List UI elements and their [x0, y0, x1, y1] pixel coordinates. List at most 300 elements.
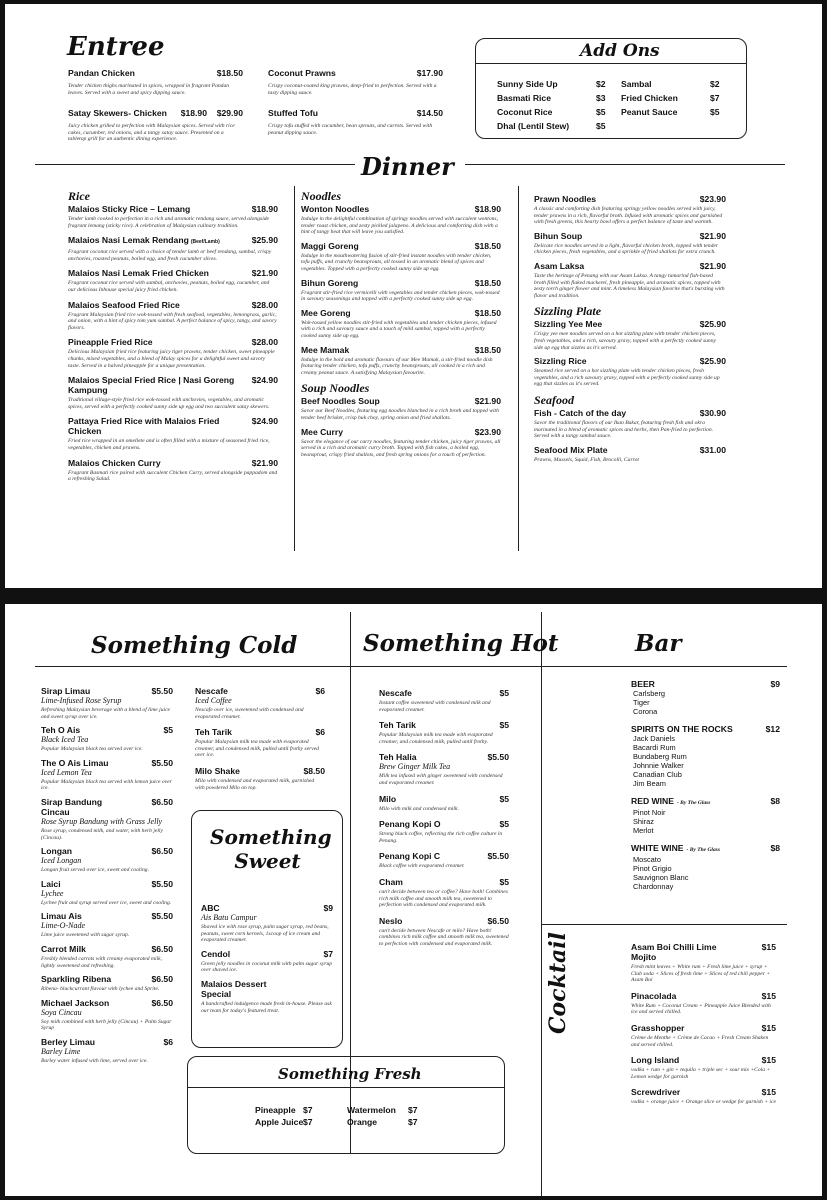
item-subtitle: Barley Lime: [41, 1046, 81, 1056]
item-price: $5: [499, 793, 509, 804]
soup-heading: Soup Noodles: [301, 381, 370, 396]
item-name: Malaios Special Fried Rice | Nasi Goreng Kampung: [68, 375, 235, 396]
addon-price: $5: [710, 107, 720, 117]
item-description: Popular Malaysian milk tea made with evaporated creamer, and condensed milk, pulled until frothy.: [379, 732, 493, 745]
item-description: Lychee fruit and syrup served over ice, sweet and cooling.: [41, 899, 172, 906]
menu-item: [534, 445, 726, 464]
item-description: Popular Malaysian black tea served with lemon juice over ice.: [41, 778, 172, 792]
rice-list: [68, 204, 278, 483]
item-name: Pineapple Fried Rice: [68, 337, 153, 348]
item-description: A handcrafted indulgence made fresh in-house. Please ask our team for today's featured treat.: [201, 1000, 332, 1014]
cold-list-a: [41, 686, 173, 1070]
fresh-list: [255, 1105, 455, 1137]
bar-item: Tiger: [633, 698, 650, 707]
bar-category: [631, 724, 780, 788]
item-name: Mee Goreng: [301, 307, 351, 318]
addon-name: Fried Chicken: [621, 93, 678, 103]
bar-category-name: WHITE WINE - By The Glass: [631, 843, 720, 853]
item-description: Milo with milk and condensed milk.: [379, 805, 459, 812]
item-name: Limau Ais: [41, 911, 82, 922]
sweet-list: [201, 903, 333, 1019]
cold-list-b: [195, 686, 325, 798]
addon-price: $7: [710, 93, 720, 103]
item-description: Ribena- blackcurrant flavour with lychee and Sprite.: [41, 986, 160, 993]
item-price: $8.50: [303, 765, 325, 776]
bar-item: Canadian Club: [633, 770, 682, 779]
addon-price: $5: [596, 121, 606, 131]
item-description: Lime juice sweetened with sugar syrup.: [41, 932, 130, 939]
item-description: Traditional village-style fried rice wok-tossed with anchovies, vegetables, and aromatic spices, served with a perfectly cooked sunny side up egg and two succulent satay skewers.: [68, 397, 270, 410]
item-name: Nescafe: [195, 686, 228, 696]
item-name: Satay Skewers- Chicken: [68, 108, 167, 118]
item-name: Milo Shake: [195, 765, 240, 776]
menu-item: [534, 194, 726, 226]
bar-item: Chardonnay: [633, 882, 674, 891]
item-price: $15: [761, 942, 776, 952]
menu-item: [534, 408, 726, 440]
item-name: Screwdriver: [631, 1087, 681, 1098]
menu-item: [68, 204, 278, 229]
menu-item: [68, 375, 278, 410]
item-price: $5: [499, 688, 509, 698]
item-name: Pandan Chicken: [68, 68, 135, 78]
item-name: Bihun Goreng: [301, 277, 359, 288]
item-price: $15: [761, 1022, 776, 1033]
bar-item: Pinot Noir: [633, 808, 666, 817]
item-price: $5: [163, 725, 173, 736]
menu-item: [631, 1023, 776, 1048]
item-description: Barley water infused with lime, served over ice.: [41, 1057, 148, 1064]
something-fresh-box: [187, 1056, 505, 1154]
menu-item: [41, 911, 173, 939]
menu-item: [379, 720, 509, 745]
entree-title: Entree: [67, 32, 165, 62]
item-name: Prawn Noodles: [534, 194, 597, 204]
entree-item: [68, 68, 243, 96]
item-description: Fragrant coconut rice served with sambal, anchovies, peanuts, boiled egg, cucumber, and our delicious Inhouse special juicy fried chicken.: [68, 280, 270, 293]
soup-list: [301, 396, 501, 458]
item-description: Crispy yee mee noodles served on a hot sizzling plate with tender chicken pieces, fresh vegetables, and a rich, savoury gravy, topped with a perfectly cooked sunny side up egg that sizzles as it's served.: [534, 331, 717, 351]
menu-item: [301, 396, 501, 421]
item-description: Tender chicken thighs marinated in spices, wrapped in fragrant Pandan leaves. Served with a sweet and spicy dipping sauce.: [68, 83, 230, 96]
item-price: $25.90: [699, 319, 726, 330]
item-tag: (Beef/Lamb): [190, 239, 220, 246]
bar-category: [631, 796, 780, 835]
item-price: $18.50: [474, 240, 501, 251]
item-price: $21.90: [251, 457, 278, 468]
bar-item: Jack Daniels: [633, 734, 675, 743]
menu-item: [379, 916, 509, 948]
bar-category-price: $8: [770, 796, 780, 806]
item-description: Popular Malaysian black tea served over ice.: [41, 746, 143, 753]
item-price: $6.50: [487, 915, 509, 926]
item-price: $5: [499, 876, 509, 887]
item-description: Freshly blended carrots with creamy evaporated milk, lightly sweetened and refreshing.: [41, 955, 163, 969]
bar-item: Bacardi Rum: [633, 743, 676, 752]
bar-category-price: $8: [770, 843, 780, 853]
fresh-price: $7: [303, 1105, 313, 1115]
item-price: $18.50: [474, 307, 501, 318]
item-subtitle: Ais Batu Campur: [201, 913, 257, 922]
item-description: A classic and comforting dish featuring springy yellow noodles served with juicy, tender prawns in a rich, flavorful broth. Infused with aromatic spices and garnished with fresh greens, this hearty bowl offers a perfect balance of taste and warmth.: [534, 206, 723, 226]
item-price: $28.00: [251, 337, 278, 348]
item-price: $21.90: [474, 396, 501, 407]
add-ons-title: Add Ons: [580, 41, 660, 61]
item-subtitle: Iced Longan: [41, 856, 82, 866]
item-description: Savor the elegance of our curry noodles, featuring tender chicken, juicy tiger prawns, all served in a rich and aromatic curry broth. Topped with fish cakes, a boiled egg, beansprout, crispy fried shallots, and fresh spring onions for a touch of perfection.: [301, 438, 501, 458]
item-description: Fragrant stir-fried rice vermicelli with vegetables and tender chicken pieces, wok-tossed in savoury seasonings and topped with a perfectly cooked sunny side up egg.: [301, 289, 500, 303]
item-name: Teh O Ais: [41, 725, 81, 736]
item-description: Rose syrup, condensed milk, and water, with herb jelly (Cincau).: [41, 827, 163, 841]
addon-name: Coconut Rice: [497, 107, 553, 117]
item-description: Crispy coconut-coated king prawns, deep-fried to perfection. Served with a tasty dipping sauce.: [268, 83, 437, 96]
item-price: $5: [499, 819, 509, 830]
menu-item: [379, 688, 509, 713]
menu-item: [301, 278, 501, 303]
item-name: Teh Halia: [379, 752, 417, 763]
item-name: Longan: [41, 846, 73, 857]
menu-item: [379, 819, 509, 844]
fresh-name: Pineapple: [255, 1105, 296, 1115]
item-description: Crispy tofu stuffed with cucumber, bean sprouts, and carrots. Served with peanut dipping sauce.: [268, 123, 433, 136]
item-name: Sirap Limau: [41, 686, 91, 696]
bar-category-name: SPIRITS ON THE ROCKS: [631, 724, 733, 734]
item-description: Savor our Beef Noodles, featuring egg noodles blanched in a rich broth and topped with tender beef brisket, crisp buk choy, spring onion and fried shallots.: [301, 408, 499, 421]
item-price: $24.90: [251, 416, 278, 427]
menu-item: [301, 204, 501, 236]
menu-item: [301, 308, 501, 340]
menu-item: [68, 235, 278, 262]
item-name: Beef Noodles Soup: [301, 396, 380, 407]
cocktail-title: Cocktail: [545, 932, 571, 1034]
item-description: Prawns, Mussels, Squid, Fish, Brocolli, Carrot: [534, 456, 639, 463]
item-price: $30.90: [699, 407, 726, 418]
item-name: Michael Jackson: [41, 997, 110, 1008]
item-name: Malaios Dessert Special: [201, 978, 267, 999]
item-subtitle: Lime-Infused Rose Syrup: [41, 696, 122, 705]
item-name: Sizzling Rice: [534, 356, 587, 367]
menu-item: [41, 846, 173, 874]
item-name: Malaios Nasi Lemak Rendang (Beef/Lamb): [68, 235, 220, 246]
fresh-price: $7: [303, 1117, 313, 1127]
menu-item: [201, 949, 333, 974]
bar-category-tag: - By The Glass: [686, 847, 720, 853]
bar-item: Shiraz: [633, 817, 654, 826]
item-name: Berley Limau: [41, 1036, 95, 1047]
something-sweet-title: Something Sweet: [210, 825, 332, 873]
bar-category-tag: - By The Glass: [676, 800, 711, 806]
item-name: Maggi Goreng: [301, 240, 359, 251]
fresh-price: $7: [408, 1117, 418, 1127]
item-price: $6: [315, 727, 325, 738]
item-price: $6.50: [151, 974, 173, 985]
item-price: $21.90: [699, 260, 726, 271]
item-name: Nescafe: [379, 688, 412, 698]
item-price: $25.90: [699, 356, 726, 367]
bar-item: Johnnie Walker: [633, 761, 684, 770]
item-name: Fish - Catch of the day: [534, 407, 627, 418]
item-name: Penang Kopi C: [379, 851, 441, 862]
menu-item: [68, 458, 278, 483]
item-subtitle: Lime-O-Nade: [41, 921, 85, 931]
item-description: White Rum + Coconut Cream + Pineapple Juice Blended with ice and served chilled.: [631, 1002, 771, 1016]
item-price: $15: [761, 990, 776, 1001]
item-name: Bihun Soup: [534, 230, 583, 241]
addon-name: Peanut Sauce: [621, 107, 678, 117]
bar-category: [631, 679, 780, 716]
item-price: $6.50: [151, 943, 173, 954]
bar-category-price: $9: [770, 679, 780, 689]
item-price: $18.50: [216, 68, 243, 78]
item-description: Fragrant Basmati rice paired with succulent Chicken Curry, served alongside pappadom and a refreshing Salad.: [68, 469, 278, 483]
item-price: $18.90: [251, 204, 278, 214]
item-subtitle: Iced Lemon Tea: [41, 767, 92, 777]
item-description: Soy milk combined with herb jelly (Cincau) + Palm Sugar Syrup: [41, 1018, 172, 1032]
item-price: $6.50: [151, 997, 173, 1008]
item-name: Malaios Seafood Fried Rice: [68, 299, 180, 310]
item-price: $25.90: [251, 235, 278, 246]
item-name: ABC: [201, 903, 220, 913]
item-name: Teh Tarik: [195, 727, 232, 738]
menu-item: [379, 752, 509, 786]
item-name: The O Ais Limau: [41, 757, 109, 768]
item-description: Green jelly noodles in coconut milk with palm sugar syrup over shaved ice.: [201, 960, 333, 974]
menu-item: [534, 231, 726, 256]
item-name: Cendol: [201, 948, 231, 959]
bar-item: Corona: [633, 707, 658, 716]
item-description: Tender lamb cooked to perfection in a rich and aromatic rendang sauce, served alongside fragrant lemang (sticky rice). A celebration of Malaysian culinary tradition.: [68, 216, 270, 229]
item-price: $31.00: [699, 444, 726, 455]
addon-name: Basmati Rice: [497, 93, 551, 103]
bar-item: Pinot Grigio: [633, 864, 672, 873]
item-description: Indulge in the bold and aromatic flavours of our Mee Mamak, a stir-fried noodle dish featuring tender chicken, tofu puffs, crunchy beansprouts, all cooked in a rich and creamy peanut sauce. A satisfying Malaysian favourite.: [301, 356, 493, 376]
item-subtitle: Black Iced Tea: [41, 735, 89, 745]
item-name: Stuffed Tofu: [268, 108, 318, 118]
sizzling-list: [534, 319, 726, 388]
addon-name: Sambal: [621, 79, 652, 89]
entree-item: [268, 108, 443, 136]
item-description: Indulge in the mouthwatering fusion of stir-fried instant noodles with tender chicken, tofu puffs, and crunchy beansprouts, all tossed in an aromatic blend of spices and vegetables. Topped with a perfectly cooked sunny side up egg.: [301, 252, 492, 272]
item-name: Malaios Nasi Lemak Fried Chicken: [68, 268, 209, 279]
cocktail-list: [631, 942, 776, 1113]
third-column: [534, 194, 726, 468]
menu-item: [301, 427, 501, 459]
item-subtitle: Iced Coffee: [195, 696, 232, 705]
menu-item: [41, 879, 173, 907]
item-description: vodka + rum + gin + tequila + triple sec + sour mix +Cola + Lemon wedge for garnish: [631, 1067, 771, 1080]
fresh-name: Orange: [347, 1117, 378, 1127]
bar-item: Sauvignon Blanc: [633, 873, 689, 882]
something-fresh-title: Something Fresh: [278, 1065, 422, 1083]
soups-list: [534, 194, 726, 299]
item-description: Refreshing Malaysian beverage with a blend of lime juice and sweet syrup over ice.: [41, 707, 171, 720]
something-sweet-box: [191, 810, 343, 1048]
item-name: Seafood Mix Plate: [534, 444, 608, 455]
item-price: $6: [315, 686, 325, 696]
item-description: Delicate rice noodles served in a light, flavorful chicken broth, topped with tender chicken pieces, fresh vegetables, and a sprinkle of fried shallots for extra crunch.: [534, 242, 719, 256]
entree-item: [68, 108, 243, 143]
bar-category: [631, 843, 780, 891]
item-description: Strong black coffee, reflecting the rich coffee culture in Penang.: [379, 831, 503, 844]
item-price: $24.90: [251, 375, 278, 386]
add-ons-list: [497, 79, 737, 137]
menu-item: [41, 797, 173, 841]
menu-item: [379, 877, 509, 909]
menu-item: [195, 766, 325, 791]
menu-item: [379, 851, 509, 870]
item-description: Milo with condensed and evaporated milk, garnished with powdered Milo on top.: [195, 777, 315, 791]
menu-item: [631, 1055, 776, 1080]
menu-item: [379, 794, 509, 813]
item-price: $5.50: [487, 752, 509, 763]
menu-item: [41, 974, 173, 993]
item-name: Cham: [379, 876, 403, 887]
item-price: $18.90: [474, 204, 501, 214]
item-price: $5.50: [151, 878, 173, 889]
bar-item: Moscato: [633, 855, 661, 864]
item-name: Teh Tarik: [379, 720, 416, 731]
item-price: $5.50: [151, 911, 173, 922]
item-name: Mee Mamak: [301, 344, 350, 355]
item-price: $15: [761, 1087, 776, 1098]
item-name: Pinacolada: [631, 990, 677, 1001]
bar-item: Merlot: [633, 826, 654, 835]
item-subtitle: Rose Syrup Bandung with Grass Jelly: [41, 816, 163, 826]
item-description: Fragrant Malaysian fried rice wok-tossed with fresh seafood, vegetables, lemongrass, garlic, and onion, with a hint of spicy tom yum sambal. A perfect balance of spicy, tangy, and savory flavors.: [68, 311, 277, 331]
item-description: Fragrant coconut rice served with a choice of tender lamb or beef rendang, sambal, crispy anchovies, roasted peanuts, boiled egg, and fresh cucumber slices.: [68, 249, 272, 262]
item-description: Shaved ice with rose syrup, palm sugar syrup, red beans, peanuts, sweet corn kernels, 1scoop of ice cream and evaporated creamer.: [201, 924, 329, 944]
item-price: $21.90: [699, 230, 726, 241]
menu-item: [68, 300, 278, 332]
item-name: Malaios Sticky Rice – Lemang: [68, 204, 191, 214]
fresh-name: Apple Juice: [255, 1117, 304, 1127]
item-description: Instant coffee sweetened with condensed milk and evaporated creamer.: [379, 700, 491, 713]
item-name: Milo: [379, 793, 397, 804]
something-hot-title: Something Hot: [363, 630, 559, 657]
item-price: $14.50: [416, 108, 443, 118]
item-description: Juicy chicken grilled to perfection with Malaysian spices. Served with rice cakes, cucumber, red onions, and a tangy satay sauce. Presented on a tabletop grill for an authentic dining experience.: [68, 123, 235, 143]
dinner-menu-page: [5, 4, 822, 588]
item-name: Mee Curry: [301, 426, 344, 437]
menu-item: [631, 942, 776, 984]
menu-item: [201, 903, 333, 944]
fresh-name: Watermelon: [347, 1105, 396, 1115]
item-name: Wonton Noodles: [301, 204, 370, 214]
menu-item: [68, 268, 278, 293]
item-name: Sirap Bandung Cincau: [41, 796, 103, 817]
item-price: $5.50: [487, 851, 509, 862]
item-description: Black coffee with evaporated creamer.: [379, 863, 465, 870]
bar-category-price: $12: [765, 724, 780, 734]
menu-item: [41, 686, 173, 720]
item-price: $7: [323, 948, 333, 959]
bar-title: Bar: [635, 630, 682, 657]
menu-item: [41, 1037, 173, 1065]
menu-item: [631, 1087, 776, 1106]
item-description: Longan fruit served over ice, sweet and cooling.: [41, 867, 149, 874]
item-name: Asam Boi Chilli Lime Mojito: [631, 942, 717, 962]
bar-item: Bundaberg Rum: [633, 752, 687, 761]
item-name: Long Island: [631, 1055, 680, 1066]
item-subtitle: Soya Cincau: [41, 1007, 82, 1017]
addon-price: $5: [596, 107, 606, 117]
item-price: $18.90: [180, 108, 207, 118]
item-price: $6.50: [151, 846, 173, 857]
item-name: Neslo: [379, 915, 403, 926]
item-name: Sizzling Yee Mee: [534, 319, 603, 330]
item-name: Laici: [41, 878, 61, 889]
addon-price: $3: [596, 93, 606, 103]
menu-item: [41, 758, 173, 792]
item-price: $5.50: [151, 757, 173, 768]
item-price: $6.50: [151, 796, 173, 807]
drinks-menu-page: [5, 604, 822, 1196]
addon-name: Dhal (Lentil Stew): [497, 121, 570, 131]
item-description: Indulge in the delightful combination of springy noodles served with succulent wontons, tender roast chicken, and zesty pickled jalapeno. A delicious and comforting dish with a hint of tangy heat that will leave you satisfied.: [301, 216, 499, 236]
item-description: Fresh mint leaves + White rum + Fresh lime juice + syrup + Club soda + Slices of fresh lime + Slices of red chili pepper + Asam Boi: [631, 964, 771, 984]
item-name: Pattaya Fried Rice with Malaios Fried Chicken: [68, 416, 220, 437]
menu-item: [534, 319, 726, 351]
hot-list: [379, 688, 509, 955]
bar-item: Jim Beam: [633, 779, 666, 788]
menu-item: [534, 261, 726, 299]
item-price: $21.90: [251, 268, 278, 279]
menu-item: [41, 725, 173, 753]
item-description: Wok-tossed yellow noodles stir-fried with vegetables and tender chicken pieces, infused with a rich and savoury sauce and a touch of mild sambal, topped with a perfectly cooked sunny side up egg.: [301, 319, 497, 339]
bar-category-name: BEER: [631, 679, 655, 689]
item-name: Coconut Prawns: [268, 68, 336, 78]
item-price: $5: [499, 720, 509, 731]
addon-price: $2: [596, 79, 606, 89]
addon-price: $2: [710, 79, 720, 89]
item-description: can't decide between Nescafe or milo? Have both! combines rich milk coffee and smooth milk tea, sweetened to perfection with condensed and evaporated milk.: [379, 927, 509, 947]
menu-item: [631, 991, 776, 1016]
item-description: Milk tea infused with ginger sweetened with condensed and evaporated creamer.: [379, 773, 503, 786]
item-name: Carrot Milk: [41, 943, 86, 954]
dinner-title: Dinner: [361, 152, 454, 181]
item-subtitle: Brew Ginger Milk Tea: [379, 762, 451, 772]
item-name: Penang Kopi O: [379, 819, 441, 830]
menu-item: [41, 998, 173, 1032]
menu-item: [68, 337, 278, 369]
item-description: vodka + orange juice + Orange slice or wedge for garnish + ice: [631, 1099, 776, 1106]
menu-item: [195, 727, 325, 759]
seafood-list: [534, 408, 726, 463]
menu-item: [301, 241, 501, 273]
noodles-column: [301, 189, 501, 463]
item-description: Steamed rice served on a hot sizzling plate with tender chicken pieces, fresh vegetables, and a rich savoury gravy, topped with a perfectly cooked sunny side up egg that sizzles as it's served.: [534, 368, 720, 388]
rice-column: [68, 189, 278, 489]
menu-item: [201, 979, 333, 1014]
item-price: $17.90: [416, 68, 443, 78]
add-ons-box: [475, 38, 747, 139]
item-description: Fried rice wrapped in an omellete and is often filled with a mixture of seasoned fried rice, vegetables, chicken and prawns.: [68, 438, 270, 451]
item-description: can't decide between tea or coffee? Have both! Combines rich milk coffee and smooth milk tea, sweetened to perfection with condensed and evaporated milk.: [379, 888, 508, 909]
menu-item: [534, 356, 726, 388]
sizzling-heading: Sizzling Plate: [534, 304, 602, 319]
item-price: $6: [163, 1036, 173, 1047]
item-name: Sparkling Ribena: [41, 974, 112, 985]
menu-item: [68, 416, 278, 451]
menu-item: [41, 944, 173, 969]
item-price: $23.90: [699, 194, 726, 204]
item-price: $15: [761, 1055, 776, 1066]
item-price: $28.00: [251, 299, 278, 310]
item-description: Nescafe over ice, sweetened with condensed and evaporated creamer.: [195, 707, 304, 720]
bar-category-name: RED WINE - By The Glass: [631, 796, 711, 806]
item-price: $5.50: [151, 686, 173, 696]
menu-item: [195, 686, 325, 720]
